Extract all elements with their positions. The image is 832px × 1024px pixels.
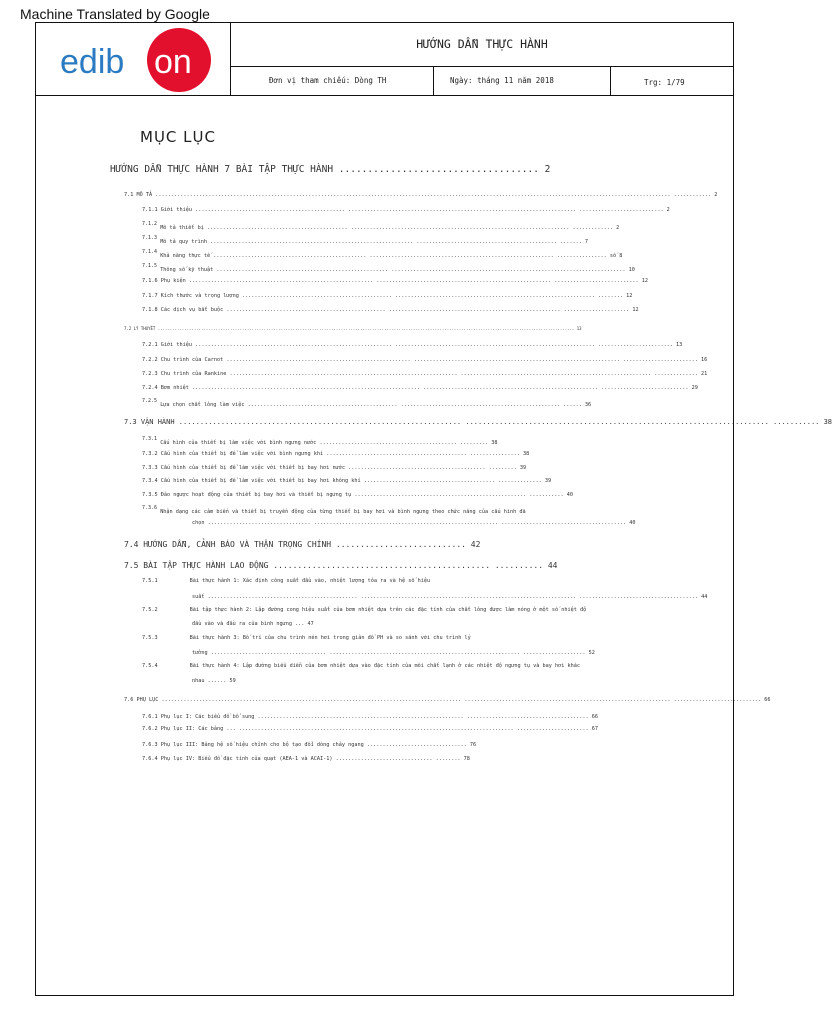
toc-entry: tưởng ..................................... ............................................................. .................... 52 [192, 650, 595, 656]
toc-entry: 7.6.4 Phụ lục IV: Biểu đồ đặc tính của quạt (AEA-1 và ACAI-1) ............................... ........ 78 [142, 756, 470, 762]
toc-entry: 7.6 PHỤ LỤC ................................................................................................ .................................................................. ............................ 66 [124, 697, 771, 703]
toc-entry: 7.6.2 Phụ lục II: Các bảng ... ........................................................................................ ....................... 67 [142, 726, 598, 732]
title-cell [231, 23, 733, 67]
page-number-text: Trg: 1/79 [644, 78, 685, 87]
toc-entry: 7.3.5 Đảo ngược hoạt động của thiết bị bay hơi và thiết bị ngưng tụ ....................................................... ........... 40 [142, 492, 573, 498]
toc-entry: 7.1.4 Khả năng thực tế ................................................. ........................................................... ................ số 8 [142, 249, 623, 259]
toc-entry: 7.6.1 Phụ lục I: Các biểu đồ bổ sung .................................................................. ....................................... 66 [142, 714, 598, 720]
toc-entry: chọn ................................. ........................................................... ........................................ 40 [192, 520, 636, 526]
toc-entry: suất ................................................ ..................................................................... ...................................... 44 [192, 594, 708, 600]
toc-entry: 7.1.3 Mô tả quy trình ................................................................. ............................................. ....... 7 [142, 235, 589, 245]
toc-entry: 7.2.1 Giới thiệu ............................................................... ................................................................ ........................ 13 [142, 342, 683, 348]
toc-entry: 7.1.5 Thông số kỹ thuật ....................................................... ........................................................................... 10 [142, 263, 635, 273]
toc-entry: 7.2 LÝ THUYẾT ............................................................................................................................................................................. 13 [124, 326, 582, 331]
toc-heading: MỤC LỤC [140, 128, 216, 146]
logo-cell [36, 23, 231, 95]
document-header [36, 23, 733, 96]
toc-entry: 7.5.2 Bài tập thực hành 2: Lập đường cong hiệu suất của bơm nhiệt dựa trên các đặc tính của chất lỏng được làm nóng ở một số nhiệt độ [142, 607, 587, 613]
date-cell [434, 67, 611, 95]
toc-entry: 7.5.4 Bài thực hành 4: Lập đường biểu diễn của bơm nhiệt dựa vào đặc tính của môi chất lạnh ở các nhiệt độ ngưng tụ và bay hơi khác [142, 663, 581, 669]
reference-text: Đơn vị tham chiếu: Dòng TH [269, 76, 387, 85]
toc-entry: 7.1.7 Kích thước và trọng lượng ................................................ ................................................................ ........ 12 [142, 293, 633, 299]
toc-entry: 7.2.3 Chu trình của Rankine ......................................................................... ............................................................. .............. 21 [142, 371, 708, 377]
toc-entry: đầu vào và đầu ra của bình ngưng ... 47 [192, 621, 314, 627]
toc-entry: nhau ...... 59 [192, 678, 236, 684]
toc-entry: 7.3.3 Cấu hình của thiết bị để làm việc với thiết bị bay hơi nước ............................................ ......... 39 [142, 465, 527, 471]
toc-entry: 7.3.2 Cấu hình của thiết bị để làm việc với bình ngưng khí ............................................. ................ 38 [142, 451, 530, 457]
page-number-cell [611, 67, 733, 95]
toc-entry: 7.1 MÔ TẢ ..................................................................................................................................................................... ............ 2 [124, 192, 718, 198]
toc-entry: 7.2.2 Chu trình của Carnot ........................................................... .................................................................. ........................ 16 [142, 357, 708, 363]
toc-entry: 7.5 BÀI TẬP THỰC HÀNH LAO ĐỘNG ............................................. .......... 44 [124, 561, 558, 570]
toc-entry: 7.6.3 Phụ lục III: Bảng hệ số hiệu chỉnh cho bộ tạo đổi dòng chảy ngang ................................ 76 [142, 742, 477, 748]
toc-entry: 7.3.4 Cấu hình của thiết bị để làm việc với thiết bị bay hơi không khí .......................................... .............. 39 [142, 478, 552, 484]
toc-entry: 7.2.4 Bơm nhiệt ......................................................................... ........................................................ ............................ 29 [142, 385, 698, 391]
document-title: HƯỚNG DẪN THỰC HÀNH [416, 37, 548, 51]
toc-entry: 7.3 VẬN HÀNH ................................................................... ........................................................................ ........... 38 [124, 418, 832, 426]
toc-entry: HƯỚNG DẪN THỰC HÀNH 7 BÀI TẬP THỰC HÀNH ................................... 2 [110, 164, 551, 175]
date-text: Ngày: tháng 11 năm 2018 [450, 76, 554, 85]
toc-entry: 7.2.5 Lựa chọn chất lỏng làm việc ................................................ ................................................... ...... 36 [142, 398, 592, 408]
toc-entry: 7.4 HƯỚNG DẪN, CẢNH BÁO VÀ THẬN TRỌNG CHÍNH ........................... 42 [124, 540, 481, 549]
machine-translated-banner: Machine Translated by Google [20, 6, 210, 22]
toc-entry: 7.1.8 Các dịch vụ bắt buộc ................................................... ....................................................... ..................... 12 [142, 307, 639, 313]
edibon-logo-text: edib [60, 43, 125, 81]
toc-entry: 7.5.1 Bài thực hành 1: Xác định công suất đầu vào, nhiệt lượng tỏa ra và hệ số hiệu [142, 578, 431, 584]
reference-cell [231, 67, 434, 95]
toc-entry: 7.3.1 Cấu hình của thiết bị làm việc với bình ngưng nước ............................................ ......... 38 [142, 436, 498, 446]
toc-entry: 7.1.6 Phụ kiện ........................................................... ........................................................ ........................... 12 [142, 278, 648, 284]
edibon-logo-on-text: on [154, 43, 192, 81]
toc-entry: 7.3.6 Nhận dạng các cảm biến và thiết bị truyền động của từng thiết bị bay hơi và bình ngưng theo chức năng của cấu hình đã [142, 505, 526, 515]
toc-entry: 7.1.2 Mô tả thiết bị ............................................. ...................................................................... ............. 2 [142, 221, 620, 231]
toc-entry: 7.5.3 Bài thực hành 3: Bố trí của chu trình nén hơi trong giản đồ PH và so sánh với chu trình lý [142, 635, 471, 641]
toc-entry: 7.1.1 Giới thiệu ................................................ ......................................................................... ........................... 2 [142, 207, 670, 213]
